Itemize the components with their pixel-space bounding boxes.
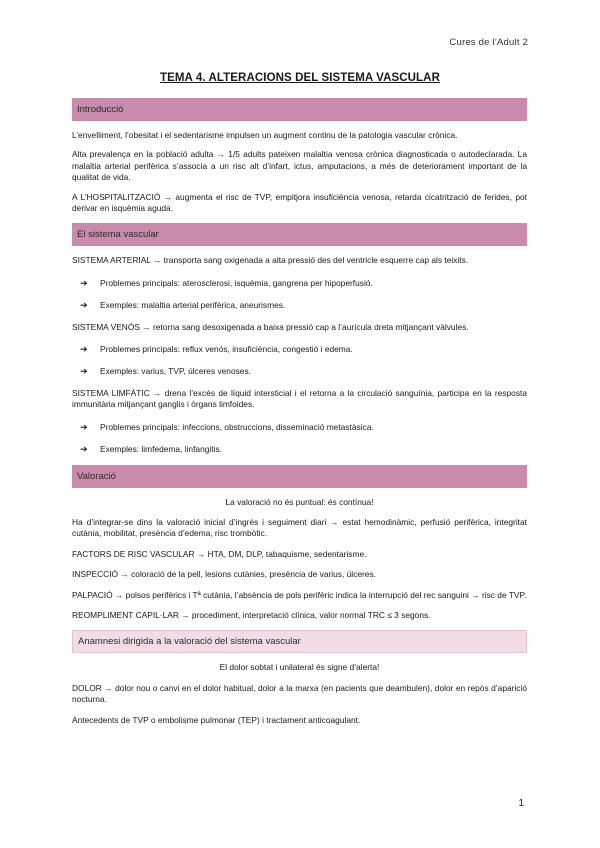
paragraph: FACTORS DE RISC VASCULAR → HTA, DM, DLP, tabaquisme, sedentarisme. — [72, 548, 367, 559]
paragraph: INSPECCIÓ → coloració de la pell, lesions cutànies, presència de varius, úlceres. — [72, 569, 376, 580]
callout-text: El dolor sobtat i unilateral és signe d’alerta! — [219, 662, 380, 673]
paragraph: PALPACIÓ → polsos perifèrics i Tª cutània, l’absència de pols perifèric indica la interrupció del rec sanguini → risc de TVP. — [72, 589, 527, 600]
right-arrow-icon: ➔ — [80, 277, 88, 288]
section-heading-valoracio: Valoració — [72, 465, 527, 488]
paragraph: Ha d’integrar-se dins la valoració inicial d’ingrés i seguiment diari → estat hemodinàmic, perfusió perifèrica, integritat cutània, mobilitat, presència d’edema, risc trombòtic. — [72, 516, 527, 539]
paragraph: L’envelliment, l’obesitat i el sedentarisme impulsen un augment continu de la patologia vascular crònica. — [72, 130, 458, 140]
bullet-item: ➔ Problemes principals: reflux venós, insuficiència, congestió i edema. — [80, 344, 353, 355]
right-arrow-icon: ➔ — [80, 344, 88, 355]
subsection-heading-anamnesi: Anamnesi dirigida a la valoració del sistema vascular — [72, 630, 527, 653]
paragraph: Antecedents de TVP o embolisme pulmonar (TEP) i tractament anticoagulant. — [72, 714, 361, 725]
page-number: 1 — [518, 798, 524, 809]
paragraph: A L’HOSPITALITZACIÓ → augmenta el risc de TVP, empitjora insuficiència venosa, retarda cicatrització de ferides, pot derivar en isquèmia aguda. — [72, 191, 527, 214]
paragraph: DOLOR → dolor nou o canvi en el dolor habitual, dolor a la marxa (en pacients que deambulen), dolor en repòs d’aparició nocturna. — [72, 682, 527, 705]
right-arrow-icon: ➔ — [80, 366, 88, 377]
page-title: TEMA 4. ALTERACIONS DEL SISTEMA VASCULAR — [159, 72, 440, 84]
section-heading-intro: Introducció — [72, 98, 527, 121]
running-header: Cures de l’Adult 2 — [449, 37, 528, 48]
paragraph: Alta prevalença en la població adulta → 1/5 adults pateixen malaltia venosa crònica diagnosticada o autodeclarada. La malaltia arterial perifèrica s’associa a un risc alt d’infart, ictus, amputacions, a més de deteriorament important de la qualitat de vida. — [72, 149, 527, 183]
bullet-item: ➔ Problemes principals: infeccions, obstruccions, disseminació metastàsica. — [80, 421, 374, 432]
right-arrow-icon: ➔ — [80, 300, 88, 311]
content — [72, 98, 527, 726]
paragraph: SISTEMA VENÓS → retorna sang desoxigenada a baixa pressió cap a l’aurícula dreta mitjançant vàlvules. — [72, 321, 469, 332]
paragraph: SISTEMA ARTERIAL → transporta sang oxigenada a alta pressió des del ventricle esquerre cap als teixits. — [72, 255, 469, 266]
bullet-item: ➔ Exemples: limfedema, linfangitis. — [80, 444, 222, 455]
callout-text: La valoració no és puntual: és contínua! — [225, 496, 374, 507]
paragraph: REOMPLIMENT CAPIL·LAR → procediment, interpretació clínica, valor normal TRC ≤ 3 segons. — [72, 609, 431, 620]
bullet-item: ➔ Problemes principals: aterosclerosi, isquèmia, gangrena per hipoperfusió. — [80, 277, 373, 288]
paragraph: SISTEMA LIMFÀTIC → drena l’excés de líquid intersticial i el retorna a la circulació sanguínia, participa en la resposta immunitària mitjançant ganglis i òrgans limfoides. — [72, 387, 527, 410]
bullet-item: ➔ Exemples: varius, TVP, úlceres venoses. — [80, 366, 251, 377]
bullet-item: ➔ Exemples: malaltia arterial perifèrica, aneurismes. — [80, 300, 286, 311]
section-heading-system: El sistema vascular — [72, 223, 527, 246]
right-arrow-icon: ➔ — [80, 444, 88, 455]
right-arrow-icon: ➔ — [80, 421, 88, 432]
